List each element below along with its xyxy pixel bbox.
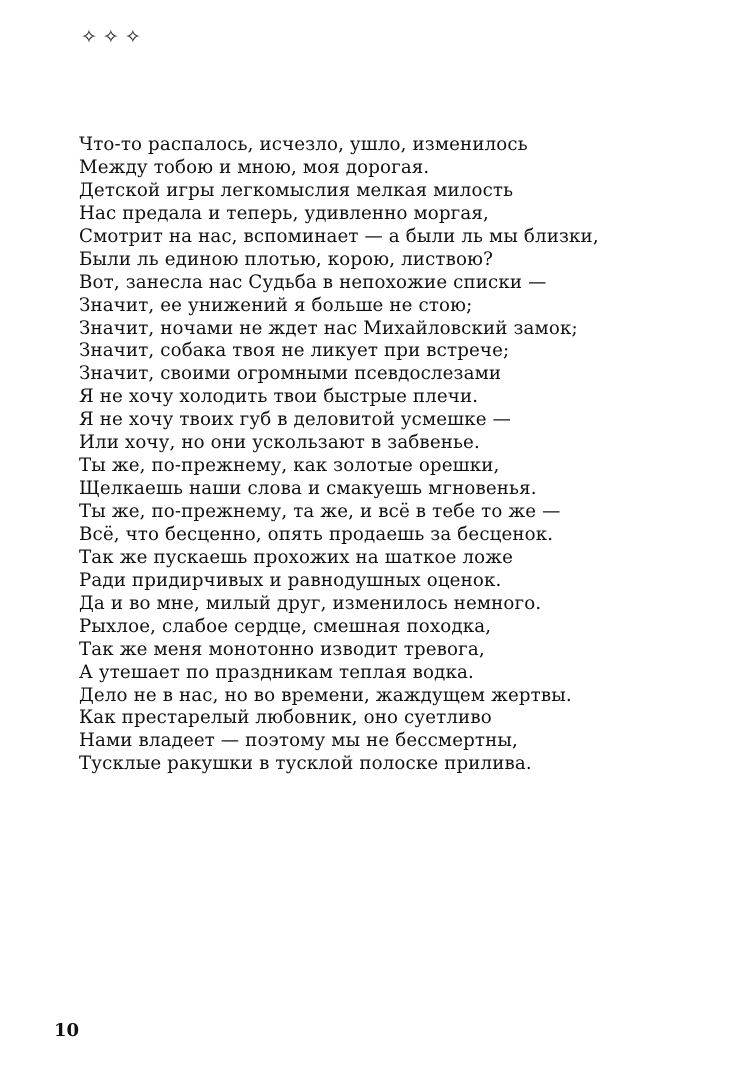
- poem-line: Ради придирчивых и равнодушных оценок.: [79, 569, 502, 591]
- poem-line: А утешает по праздникам теплая водка.: [79, 661, 474, 683]
- poem-line: Значит, ее унижений я больше не стою;: [79, 294, 473, 316]
- poem-line: Значит, ночами не ждет нас Михайловский замок;: [79, 317, 578, 339]
- poem-line: Щелкаешь наши слова и смакуешь мгновенья.: [79, 478, 537, 500]
- section-ornament: ✧✧✧: [81, 26, 147, 48]
- poem-line: Нами владеет — поэтому мы не бессмертны,: [79, 730, 518, 752]
- poem-line: Так же меня монотонно изводит тревога,: [79, 638, 485, 660]
- poem-line: Я не хочу твоих губ в деловитой усмешке —: [79, 409, 511, 431]
- poem-line: Значит, своими огромными псевдослезами: [79, 363, 502, 385]
- poem-text: [79, 134, 719, 776]
- poem-line: Ты же, по-прежнему, как золотые орешки,: [79, 455, 500, 477]
- poem-line: Значит, собака твоя не ликует при встрече;: [79, 340, 510, 362]
- poem-line: Дело не в нас, но во времени, жаждущем жертвы.: [79, 684, 572, 706]
- poem-line: Как престарелый любовник, оно суетливо: [79, 707, 492, 729]
- poem-line: Что-то распалось, исчезло, ушло, изменилось: [79, 134, 528, 155]
- poem-line: Или хочу, но они ускользают в забвенье.: [79, 432, 480, 454]
- poem-line: Были ль единою плотью, корою, листвою?: [79, 248, 493, 270]
- poem-line: Между тобою и мною, моя дорогая.: [79, 156, 430, 178]
- page-number: 10: [54, 1020, 80, 1041]
- poem-line: Тусклые ракушки в тусклой полоске прилива.: [79, 753, 532, 775]
- poem-line: Детской игры легкомыслия мелкая милость: [79, 179, 514, 201]
- poem-line: Я не хочу холодить твои быстрые плечи.: [79, 386, 479, 408]
- poem-line: Всё, что бесценно, опять продаешь за бесценок.: [79, 523, 554, 545]
- poem-line: Так же пускаешь прохожих на шаткое ложе: [79, 546, 514, 568]
- poem-line: Да и во мне, милый друг, изменилось немного.: [79, 592, 542, 614]
- poem-line: Ты же, по-прежнему, та же, и всё в тебе то же —: [79, 501, 561, 522]
- poem-line: Нас предала и теперь, удивленно моргая,: [79, 202, 489, 224]
- poem-line: Рыхлое, слабое сердце, смешная походка,: [79, 615, 492, 637]
- poem-line: Вот, занесла нас Судьба в непохожие списки —: [79, 271, 547, 293]
- poem-line: Смотрит на нас, вспоминает — а были ль мы близки,: [79, 225, 599, 247]
